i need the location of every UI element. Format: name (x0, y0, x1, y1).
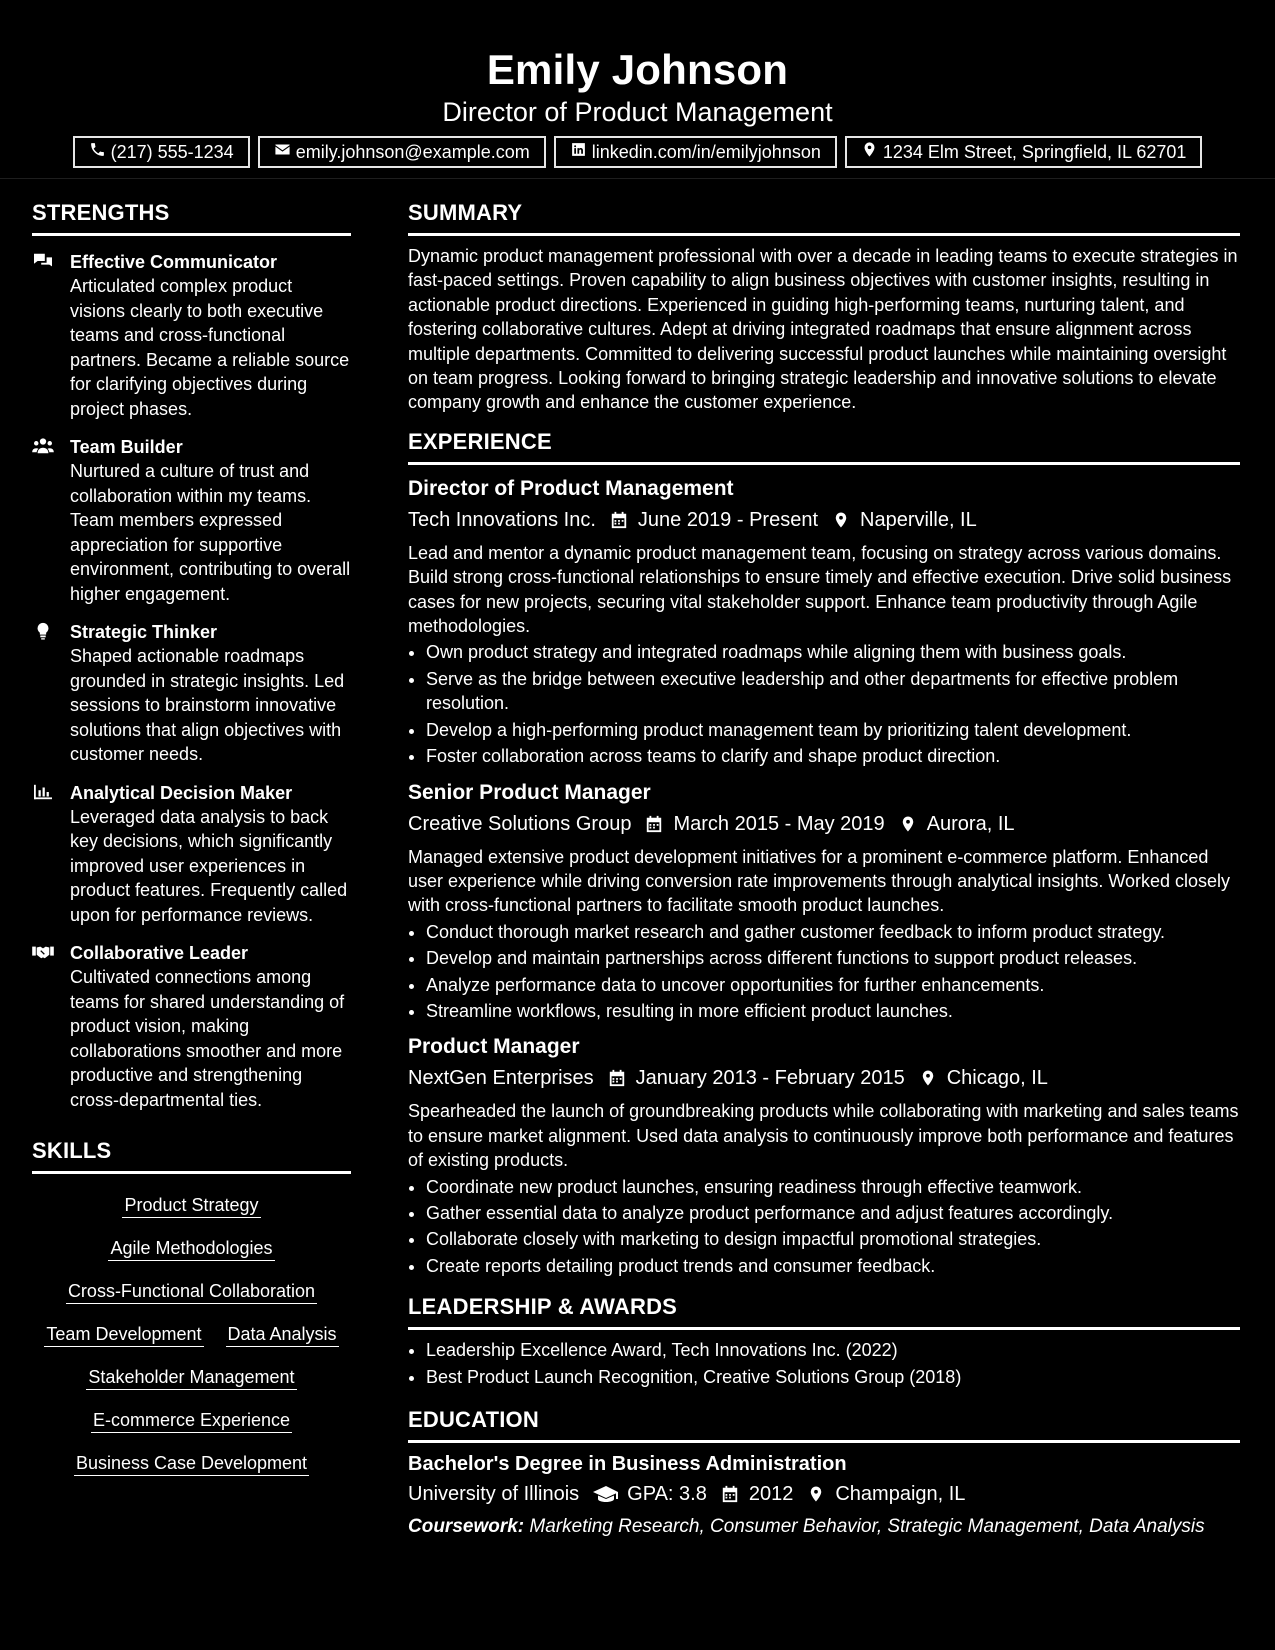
users-icon (32, 437, 56, 457)
job-bullet: • Develop and maintain partnerships across different functions to support product releases. (426, 946, 1240, 970)
job-bullet: • Create reports detailing product trends and consumer feedback. (426, 1254, 1240, 1278)
job-bullet: • Serve as the bridge between executive leadership and other departments for effective problem resolution. (426, 667, 1240, 716)
job-dates: June 2019 - Present (637, 508, 819, 531)
skills-rule (32, 1171, 351, 1174)
strength-item (32, 620, 351, 767)
strength-item (32, 781, 351, 928)
contact-address[interactable] (845, 136, 1203, 168)
coursework-list: Marketing Research, Consumer Behavior, Strategic Management, Data Analysis (529, 1516, 1205, 1537)
skill-tag: Product Strategy (122, 1195, 260, 1218)
strength-name: Strategic Thinker (70, 622, 218, 642)
strength-desc: Nurtured a culture of trust and collaboration within my teams. Team members expressed appreciation for supportive environment, contributing to overall higher engagement. (70, 461, 351, 604)
calendar-icon (645, 814, 665, 834)
calendar-icon (610, 510, 630, 530)
job-bullet: • Own product strategy and integrated roadmaps while aligning them with business goals. (426, 640, 1240, 664)
education-heading: EDUCATION (408, 1407, 539, 1432)
job-entry (408, 1033, 1240, 1278)
education-location: Champaign, IL (835, 1483, 966, 1505)
handshake-icon (32, 943, 56, 963)
strength-item (32, 250, 351, 421)
award-item: • Best Product Launch Recognition, Creative Solutions Group (2018) (426, 1365, 1240, 1389)
awards-rule (408, 1327, 1240, 1330)
job-location: Aurora, IL (926, 812, 1015, 835)
strength-name: Effective Communicator (70, 252, 278, 272)
job-description: Spearheaded the launch of groundbreaking products while collaborating with marketing and sales teams to ensure market alignment. Used data analysis to continuously improve both performance and features of existing products. (408, 1101, 1239, 1171)
education-coursework (408, 1515, 1240, 1539)
map-pin-icon (861, 138, 878, 166)
strengths-rule (32, 233, 351, 236)
right-column (408, 196, 1240, 1539)
contact-phone[interactable] (73, 136, 250, 168)
skills-list (32, 1193, 351, 1475)
job-meta (408, 809, 1240, 839)
header (0, 0, 1275, 168)
job-bullet: • Streamline workflows, resulting in more efficient product launches. (426, 999, 1240, 1023)
job-company: Tech Innovations Inc. (408, 508, 596, 531)
job-dates: January 2013 - February 2015 (635, 1067, 905, 1090)
job-description: Lead and mentor a dynamic product management team, focusing on strategy across various domains. Build strong cross-functional relationships to ensure timely and effective execution. Drive solid business cases for new projects, securing vital stakeholder support. Enhance team productivity through Agile methodologies. (408, 542, 1232, 637)
header-divider (0, 178, 1275, 179)
summary-rule (408, 233, 1240, 236)
candidate-name: Emily Johnson (486, 46, 789, 93)
skill-tag: Business Case Development (74, 1453, 309, 1476)
calendar-icon (608, 1068, 628, 1088)
strengths-heading: STRENGTHS (32, 200, 170, 225)
summary-text: Dynamic product management professional with over a decade in leading teams to execute strategies in fast-paced settings. Proven capability to align business objectives with customer insights, resulting in actionable product directions. Experienced in guiding high-performing teams, nurturing talent, and fostering collaborative cultures. Adept at driving integrated roadmaps that ensure alignment across multiple departments. Committed to delivering successful product launches while maintaining oversight on team progress. Looking forward to bringing strategic leadership and innovative solutions to elevate company growth and enhance the customer experience. (408, 246, 1238, 413)
contact-bar (0, 136, 1275, 168)
award-item: • Leadership Excellence Award, Tech Innovations Inc. (2022) (426, 1338, 1240, 1362)
job-company: NextGen Enterprises (408, 1067, 594, 1090)
education-meta (408, 1479, 1240, 1509)
contact-linkedin[interactable] (554, 136, 837, 168)
map-pin-icon (899, 814, 919, 834)
job-entry (408, 779, 1240, 1024)
job-bullet: • Analyze performance data to uncover opportunities for further enhancements. (426, 973, 1240, 997)
chat-bubbles-icon (32, 252, 56, 272)
job-location: Naperville, IL (860, 508, 977, 531)
skill-tag: Agile Methodologies (108, 1238, 274, 1261)
strength-desc: Leveraged data analysis to back key decisions, which significantly improved user experiences in product features. Frequently called upon for performance reviews. (70, 806, 348, 925)
calendar-icon (721, 1484, 741, 1504)
bar-chart-icon (32, 783, 56, 803)
contact-address-text: 1234 Elm Street, Springfield, IL 62701 (882, 142, 1187, 162)
education-degree: Bachelor's Degree in Business Administration (408, 1453, 847, 1475)
job-bullet: • Coordinate new product launches, ensuring readiness through effective teamwork. (426, 1175, 1240, 1199)
job-location: Chicago, IL (946, 1067, 1048, 1090)
left-column (32, 196, 351, 1475)
education-year: 2012 (748, 1483, 794, 1505)
map-pin-icon (807, 1484, 827, 1504)
skill-tag: Stakeholder Management (86, 1367, 296, 1390)
skills-heading: SKILLS (32, 1138, 112, 1163)
envelope-icon (274, 138, 291, 166)
contact-email-text: emily.johnson@example.com (295, 142, 530, 162)
job-meta (408, 505, 1240, 535)
summary-heading: SUMMARY (408, 200, 523, 225)
strength-name: Collaborative Leader (70, 943, 249, 963)
job-bullets (408, 920, 1240, 1024)
linkedin-icon (570, 138, 587, 166)
strength-desc: Articulated complex product visions clearly to both executive teams and cross-functional partners. Became a reliable source for clarifying objectives during project phases. (70, 276, 350, 419)
contact-phone-text: (217) 555-1234 (110, 142, 234, 162)
skill-tag: Cross-Functional Collaboration (66, 1281, 317, 1304)
job-bullet: • Foster collaboration across teams to clarify and shape product direction. (426, 744, 1240, 768)
job-title: Senior Product Manager (408, 780, 651, 804)
candidate-title: Director of Product Management (442, 97, 833, 127)
skill-tag: Team Development (44, 1324, 203, 1347)
education-rule (408, 1440, 1240, 1443)
job-meta (408, 1063, 1240, 1093)
contact-email[interactable] (258, 136, 546, 168)
job-bullets (408, 1175, 1240, 1279)
strength-desc: Cultivated connections among teams for shared understanding of product vision, making collaborations smoother and more productive and strengthening cross-departmental ties. (70, 967, 345, 1110)
education-gpa: GPA: 3.8 (627, 1483, 707, 1505)
skill-tag: Data Analysis (226, 1324, 339, 1347)
job-title: Director of Product Management (408, 476, 734, 500)
job-title: Product Manager (408, 1035, 580, 1059)
education-school: University of Illinois (408, 1483, 580, 1505)
job-bullet: • Conduct thorough market research and gather customer feedback to inform product strategy. (426, 920, 1240, 944)
job-company: Creative Solutions Group (408, 812, 632, 835)
awards-heading: LEADERSHIP & AWARDS (408, 1294, 678, 1320)
experience-rule (408, 462, 1240, 465)
job-bullet: • Gather essential data to analyze product performance and adjust features accordingly. (426, 1201, 1240, 1225)
phone-icon (89, 138, 106, 166)
map-pin-icon (919, 1068, 939, 1088)
job-entry (408, 475, 1240, 769)
graduation-cap-icon (593, 1484, 619, 1504)
skill-tag: E-commerce Experience (91, 1410, 292, 1433)
coursework-label: Coursework: (408, 1516, 525, 1537)
job-dates: March 2015 - May 2019 (673, 812, 885, 835)
awards-list (408, 1338, 1240, 1389)
job-bullets (408, 640, 1240, 768)
job-description: Managed extensive product development initiatives for a prominent e-commerce platform. Enhanced user experience while driving conversion rate improvements through analytical insights. Worked closely with cross-functional partners to facilitate smooth product launches. (408, 846, 1231, 916)
lightbulb-icon (32, 622, 56, 642)
strength-name: Team Builder (70, 437, 183, 457)
strength-name: Analytical Decision Maker (70, 782, 293, 803)
strength-desc: Shaped actionable roadmaps grounded in strategic insights. Led sessions to brainstorm innovative solutions that align objectives with customer needs. (70, 646, 345, 764)
strength-item (32, 941, 351, 1112)
contact-linkedin-text: linkedin.com/in/emilyjohnson (591, 142, 821, 162)
job-bullet: • Collaborate closely with marketing to design impactful promotional strategies. (426, 1227, 1240, 1251)
experience-heading: EXPERIENCE (408, 428, 552, 454)
job-bullet: • Develop a high-performing product management team by prioritizing talent development. (426, 718, 1240, 742)
map-pin-icon (832, 510, 852, 530)
strength-item (32, 435, 351, 606)
